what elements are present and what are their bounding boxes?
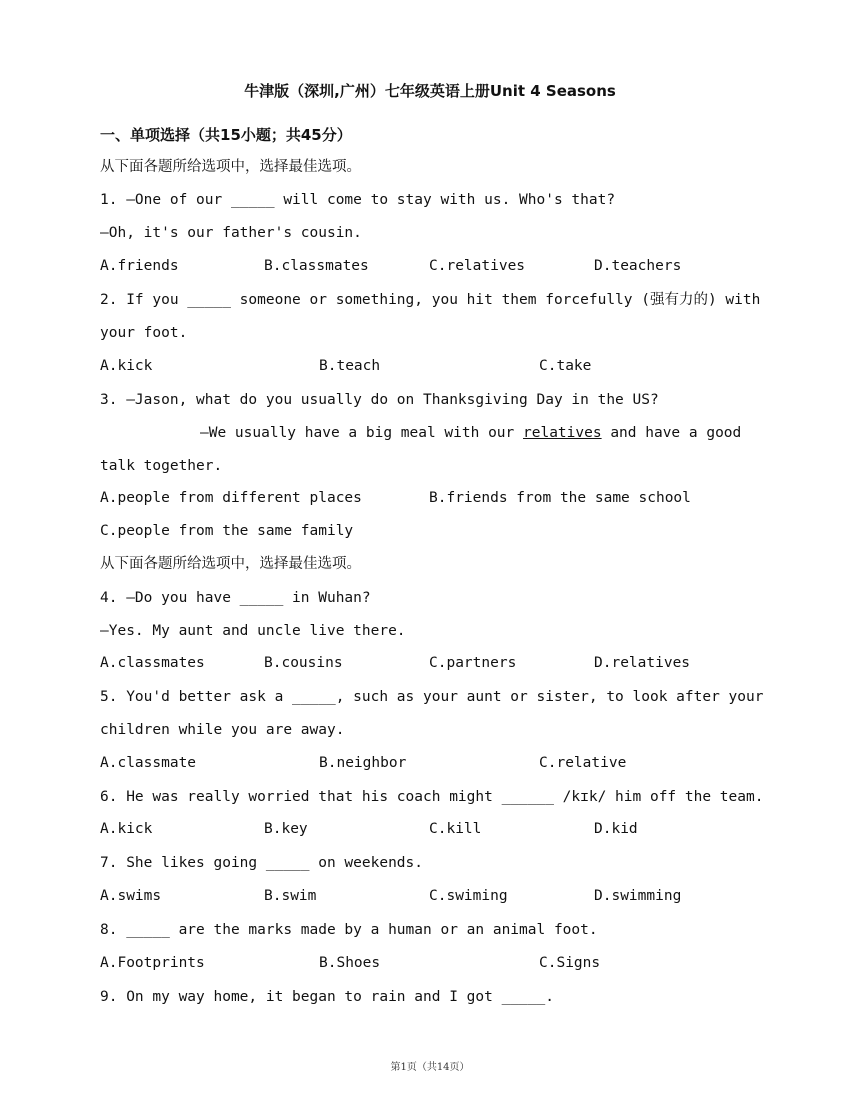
question-1-option-b: B.classmates (264, 258, 369, 274)
question-1-text-2: —Oh, it's our father's cousin. (100, 225, 362, 241)
question-4-option-d: D.relatives (594, 655, 691, 671)
question-3-text-3: talk together. (100, 458, 223, 474)
question-6-option-d: D.kid (594, 821, 638, 837)
question-3-option-c: C.people from the same family (100, 523, 354, 539)
question-1-option-c: C.relatives (429, 258, 526, 274)
question-7-text: 7. She likes going _____ on weekends. (100, 855, 424, 871)
page-footer: 第1页（共14页） (390, 1062, 470, 1073)
question-6-option-c: C.kill (429, 821, 482, 837)
question-4-text: 4. —Do you have _____ in Wuhan? (100, 590, 371, 606)
question-7-option-d: D.swimming (594, 888, 682, 904)
underlined-word: relatives (523, 425, 602, 441)
question-6-text: 6. He was really worried that his coach might ______ /kɪk/ him off the team. (100, 789, 764, 805)
question-3-post: and have a good (601, 425, 742, 441)
question-7-option-a: A.swims (100, 888, 162, 904)
instruction-2: 从下面各题所给选项中，选择最佳选项。 (100, 556, 361, 572)
question-6-option-a: A.kick (100, 821, 153, 837)
question-4-option-b: B.cousins (264, 655, 343, 671)
question-3-text-2 (200, 423, 741, 443)
question-8-option-c: C.Signs (539, 955, 601, 971)
question-5-option-c: C.relative (539, 755, 627, 771)
question-9-text: 9. On my way home, it began to rain and I got _____. (100, 989, 554, 1005)
question-1-option-a: A.friends (100, 258, 179, 274)
question-3-pre: —We usually have a big meal with our (200, 425, 524, 441)
question-3-option-a: A.people from different places (100, 490, 362, 506)
section-heading: 一、单项选择（共15小题；共45分） (100, 126, 352, 144)
question-5-text-2: children while you are away. (100, 722, 345, 738)
question-5-option-b: B.neighbor (319, 755, 407, 771)
question-2-option-c: C.take (539, 358, 592, 374)
question-7-option-c: C.swiming (429, 888, 508, 904)
question-7-option-b: B.swim (264, 888, 317, 904)
question-4-option-c: C.partners (429, 655, 517, 671)
question-1-option-d: D.teachers (594, 258, 682, 274)
question-6-option-b: B.key (264, 821, 308, 837)
question-8-option-a: A.Footprints (100, 955, 205, 971)
question-1-text: 1. —One of our _____ will come to stay with us. Who's that? (100, 192, 616, 208)
question-5-option-a: A.classmate (100, 755, 197, 771)
question-8-text: 8. _____ are the marks made by a human or an animal foot. (100, 922, 598, 938)
question-3-option-b: B.friends from the same school (429, 490, 691, 506)
question-8-option-b: B.Shoes (319, 955, 381, 971)
question-2-text: 2. If you _____ someone or something, you hit them forcefully (强有力的) with (100, 292, 761, 308)
page-title: 牛津版（深圳,广州）七年级英语上册Unit 4 Seasons (244, 82, 616, 100)
instruction-1: 从下面各题所给选项中，选择最佳选项。 (100, 159, 361, 175)
question-2-text-2: your foot. (100, 325, 188, 341)
question-2-option-b: B.teach (319, 358, 381, 374)
question-4-text-2: —Yes. My aunt and uncle live there. (100, 623, 406, 639)
question-5-text: 5. You'd better ask a _____, such as your aunt or sister, to look after your (100, 689, 764, 705)
question-3-text: 3. —Jason, what do you usually do on Thanksgiving Day in the US? (100, 392, 659, 408)
question-4-option-a: A.classmates (100, 655, 205, 671)
question-2-option-a: A.kick (100, 358, 153, 374)
